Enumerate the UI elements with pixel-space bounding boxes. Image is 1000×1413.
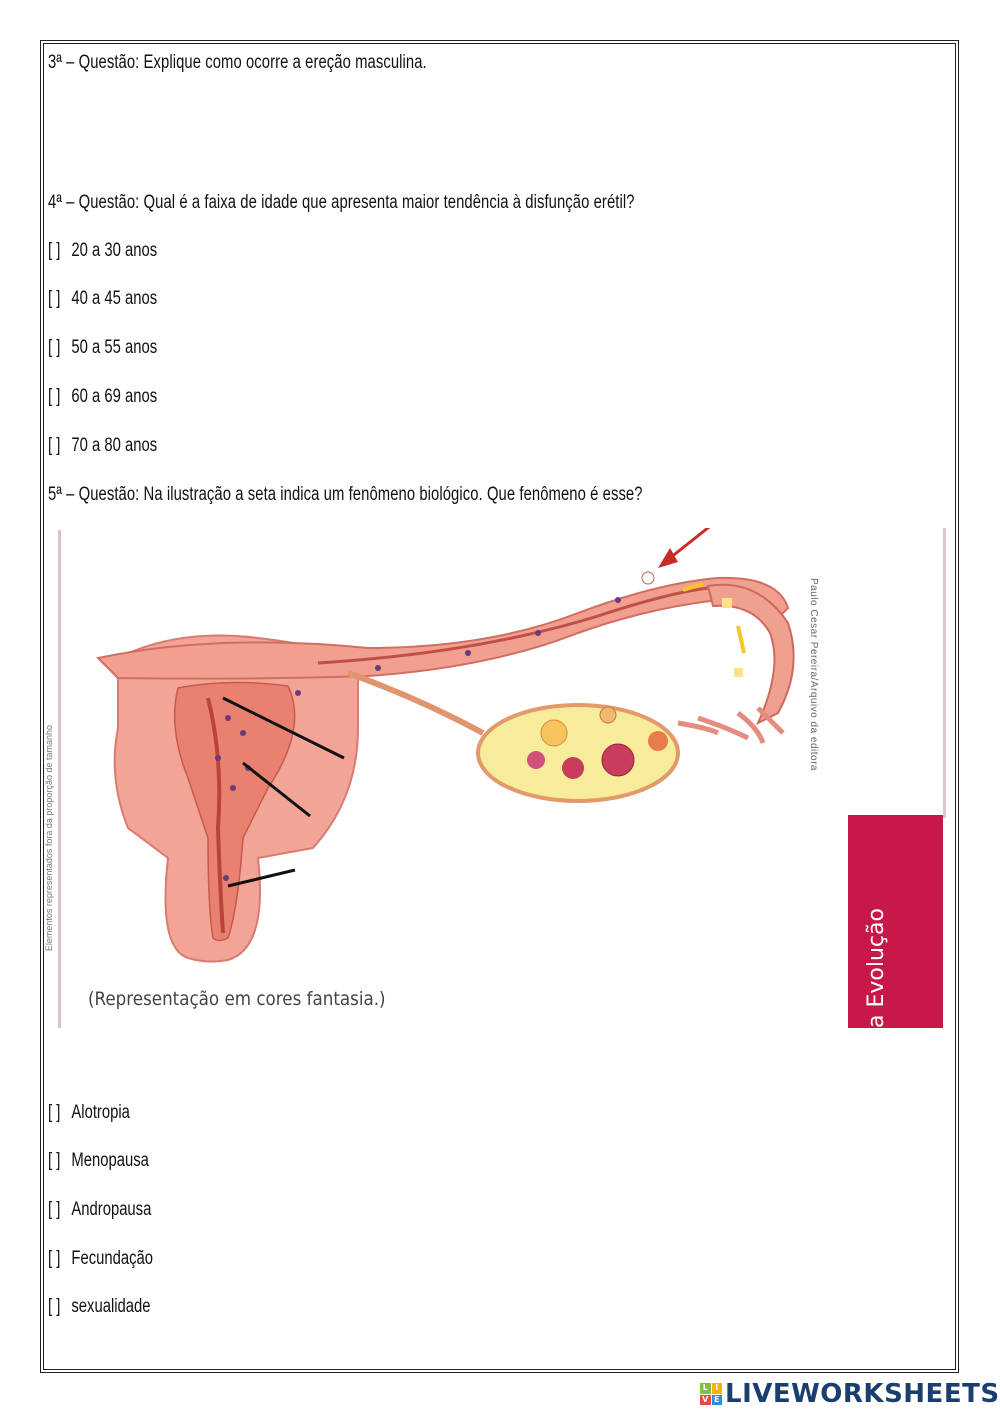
figure-credit: Paulo Cesar Pereira/Arquivo da editora: [808, 578, 819, 771]
q4-option-3[interactable]: [48, 337, 157, 359]
option-label: Andropausa: [71, 1199, 152, 1220]
book-side-tab: [848, 815, 943, 1028]
checkbox[interactable]: [ ]: [48, 1102, 61, 1123]
book-side-tab-text: a Evolução: [864, 908, 889, 1028]
question-4: 4ª – Questão: Qual é a faixa de idade que apresenta maior tendência à disfunção erétil?: [48, 192, 635, 213]
q5-option-3[interactable]: [48, 1199, 151, 1221]
checkbox[interactable]: [ ]: [48, 240, 61, 261]
option-label: 60 a 69 anos: [71, 386, 158, 407]
q4-option-1[interactable]: [48, 240, 157, 262]
q4-option-5[interactable]: [48, 435, 157, 457]
option-label: Alotropia: [71, 1102, 130, 1123]
q5-option-4[interactable]: [48, 1248, 153, 1270]
brand-name: LIVEWORKSHEETS: [725, 1379, 1000, 1409]
liveworksheets-logo-icon: L I V E: [700, 1383, 722, 1405]
checkbox[interactable]: [ ]: [48, 288, 61, 309]
q4-option-2[interactable]: [48, 288, 157, 310]
q5-option-1[interactable]: [48, 1102, 130, 1124]
q5-option-5[interactable]: [48, 1296, 151, 1318]
checkbox[interactable]: [ ]: [48, 1296, 61, 1317]
checkbox[interactable]: [ ]: [48, 386, 61, 407]
option-label: 70 a 80 anos: [71, 435, 158, 456]
liveworksheets-brand[interactable]: [700, 1378, 1000, 1410]
q5-option-2[interactable]: [48, 1150, 149, 1172]
checkbox[interactable]: [ ]: [48, 337, 61, 358]
option-label: Fecundação: [71, 1248, 153, 1269]
figure-left-rule: [58, 530, 61, 1028]
q4-option-4[interactable]: [48, 386, 157, 408]
option-label: Menopausa: [71, 1150, 149, 1171]
figure-caption: (Representação em cores fantasia.): [88, 988, 386, 1010]
figure-scale-note: Elementos representados fora da proporção de tamanho: [44, 725, 54, 952]
option-label: 40 a 45 anos: [71, 288, 158, 309]
checkbox[interactable]: [ ]: [48, 1150, 61, 1171]
question-3: 3ª – Questão: Explique como ocorre a ereção masculina.: [48, 52, 427, 73]
checkbox[interactable]: [ ]: [48, 435, 61, 456]
option-label: 50 a 55 anos: [71, 337, 158, 358]
figure-right-rule: [943, 528, 946, 818]
question-5: 5ª – Questão: Na ilustração a seta indica um fenômeno biológico. Que fenômeno é esse?: [48, 484, 643, 505]
option-label: 20 a 30 anos: [71, 240, 158, 261]
checkbox[interactable]: [ ]: [48, 1199, 61, 1220]
checkbox[interactable]: [ ]: [48, 1248, 61, 1269]
option-label: sexualidade: [71, 1296, 151, 1317]
